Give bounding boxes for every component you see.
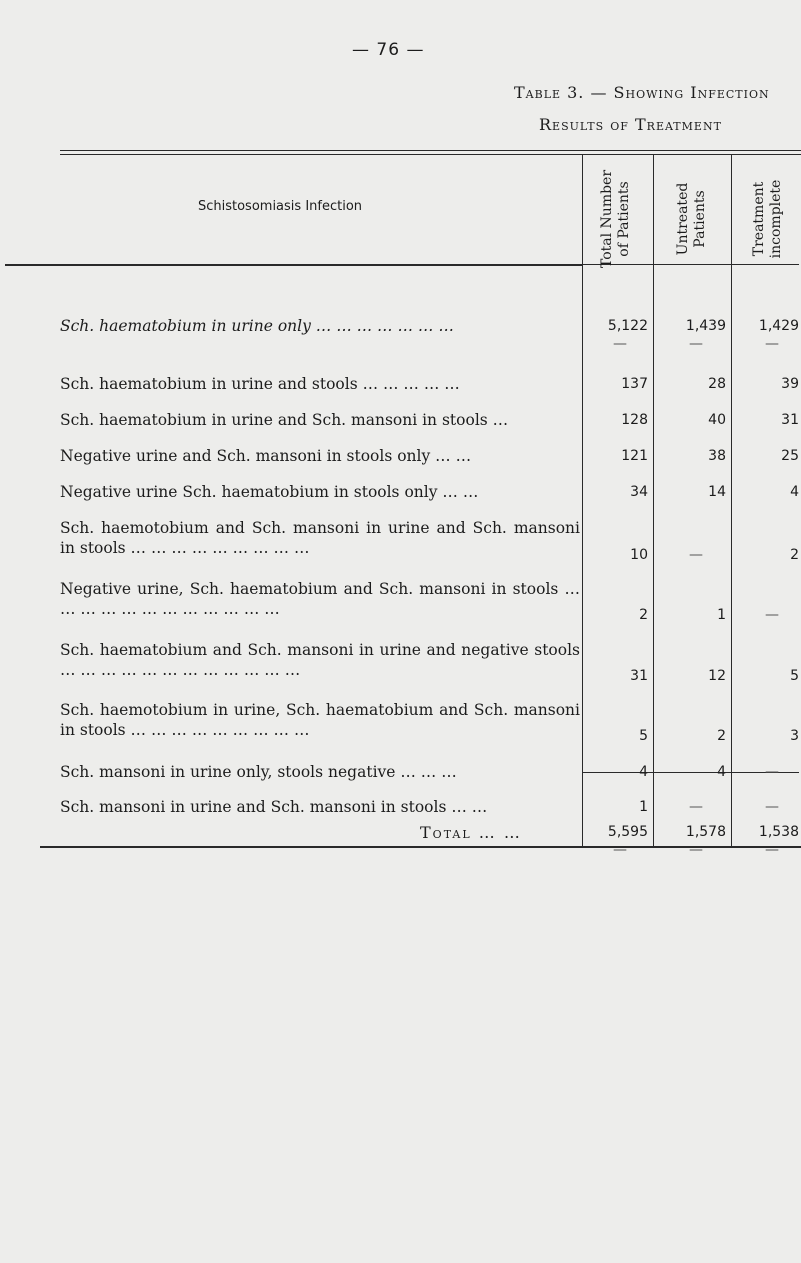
cell-total: 2 — [639, 607, 648, 623]
cell-incomplete: 2 — [790, 547, 799, 563]
cell-total: 34 — [630, 484, 648, 500]
top-rule-double-1 — [60, 150, 801, 151]
cell-incomplete: — — [765, 799, 779, 815]
page-number: — 76 — — [352, 40, 425, 60]
cell-total: 31 — [630, 668, 648, 684]
top-rule-double-2 — [60, 154, 801, 155]
cell-untreated: 1,439 — [685, 318, 726, 334]
cell-untreated: — — [689, 547, 703, 563]
cell-total: 4 — [639, 764, 648, 780]
cell-incomplete: 25 — [781, 448, 799, 464]
cell-untreated: 1 — [717, 607, 726, 623]
cell-incomplete: 3 — [790, 728, 799, 744]
cell-untreated: 38 — [708, 448, 726, 464]
underline-dash: — — [765, 336, 779, 352]
cell-total: 10 — [630, 547, 648, 563]
row-label: Sch. haematobium in urine and Sch. mansoni in stools … — [60, 411, 509, 429]
cell-untreated: 40 — [708, 412, 726, 428]
cell-total-sum: 5,595 — [607, 824, 648, 840]
cell-incomplete: 5 — [790, 668, 799, 684]
cell-incomplete: — — [765, 607, 779, 623]
cell-total: 137 — [621, 376, 648, 392]
cell-total: 5,122 — [607, 318, 648, 334]
table-title-line1: Table 3. — Showing Infection — [514, 83, 770, 102]
row-label: Sch. mansoni in urine and Sch. mansoni in stools … … — [60, 798, 488, 816]
header-bottom-rule-left — [5, 264, 582, 266]
cell-incomplete-sum: 1,538 — [758, 824, 799, 840]
cell-incomplete: 4 — [790, 484, 799, 500]
cell-untreated: 2 — [717, 728, 726, 744]
table-title-line2: Results of Treatment — [539, 115, 722, 134]
underline-dash: — — [613, 842, 627, 858]
row-label: Sch. haemotobium in urine, Sch. haematobium and Sch. mansoni in stools … … … … … … … … … — [60, 701, 580, 739]
row-label: Sch. haematobium in urine only … … … … … … … — [60, 317, 454, 335]
row-label: Negative urine and Sch. mansoni in stools only … … — [60, 447, 472, 465]
underline-dash: — — [613, 336, 627, 352]
row-label: Sch. haematobium in urine and stools … … … … … — [60, 375, 460, 393]
row-label: Sch. mansoni in urine only, stools negative … … … — [60, 763, 457, 781]
total-label: Total … … — [420, 823, 522, 842]
cell-untreated: 28 — [708, 376, 726, 392]
row-label: Sch. haemotobium and Sch. mansoni in urine and Sch. mansoni in stools … … … … … … … … … — [60, 519, 580, 557]
row-label: Negative urine Sch. haematobium in stools only … … — [60, 483, 479, 501]
header-treatment-incomplete: Treatment incomplete — [751, 179, 784, 259]
cell-total: 5 — [639, 728, 648, 744]
cell-untreated: 12 — [708, 668, 726, 684]
header-total-patients: Total Number of Patients — [599, 169, 632, 269]
cell-total: 128 — [621, 412, 648, 428]
header-infection: Schistosomiasis Infection — [197, 199, 363, 214]
cell-total: 121 — [621, 448, 648, 464]
header-untreated-patients: Untreated Patients — [675, 182, 708, 256]
cell-incomplete: 39 — [781, 376, 799, 392]
row-label: Sch. haematobium and Sch. mansoni in urine and negative stools … … … … … … … … … … … … — [60, 641, 580, 679]
cell-untreated: 4 — [717, 764, 726, 780]
underline-dash: — — [689, 842, 703, 858]
cell-total: 1 — [639, 799, 648, 815]
cell-untreated-sum: 1,578 — [685, 824, 726, 840]
row-label: Negative urine, Sch. haematobium and Sch. mansoni in stools … … … … … … … … … … … … — [60, 580, 580, 618]
cell-incomplete: 31 — [781, 412, 799, 428]
underline-dash: — — [765, 842, 779, 858]
underline-dash: — — [689, 336, 703, 352]
cell-incomplete: — — [765, 764, 779, 780]
cell-untreated: 14 — [708, 484, 726, 500]
cell-incomplete: 1,429 — [758, 318, 799, 334]
cell-untreated: — — [689, 799, 703, 815]
